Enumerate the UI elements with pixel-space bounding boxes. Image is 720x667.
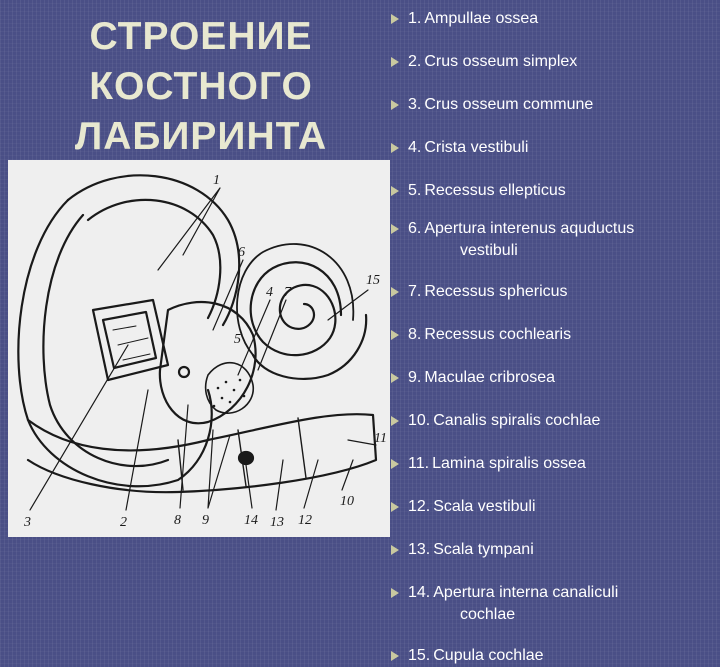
bony-labyrinth-illustration [8, 160, 390, 537]
semicircular-canal-outer [18, 200, 211, 486]
figure-label: 13 [270, 515, 284, 530]
legend-item: 14. Apertura interna canaliculi cochlae [388, 582, 718, 626]
ampulla-frame [93, 300, 168, 380]
labyrinth-drawing [8, 160, 390, 537]
slide-title [40, 12, 362, 162]
legend-item: 6. Apertura interenus aquductus vestibuli [388, 218, 718, 262]
legend-item: 12. Scala vestibuli [388, 496, 718, 518]
figure-label: 9 [202, 513, 209, 528]
figure-label: 10 [340, 494, 354, 509]
legend-item: 9. Maculae cribrosea [388, 367, 718, 389]
legend-item: 5. Recessus ellepticus [388, 180, 718, 202]
legend-item: 13. Scala tympani [388, 539, 718, 561]
vestibule [160, 302, 256, 423]
figure-label: 12 [298, 513, 312, 528]
terminology-legend [388, 8, 718, 667]
title-line: ЛАБИРИНТА [74, 115, 328, 158]
legend-item: 2. Crus osseum simplex [388, 51, 718, 73]
legend-item: 7. Recessus sphericus [388, 281, 718, 303]
legend-item: 15. Cupula cochlae [388, 645, 718, 667]
cochlea-spiral [251, 262, 341, 355]
figure-label: 15 [366, 273, 380, 288]
figure-label: 11 [374, 431, 387, 446]
figure-label: 14 [244, 513, 258, 528]
legend-item: 3. Crus osseum commune [388, 94, 718, 116]
figure-label: 8 [174, 513, 181, 528]
figure-label: 1 [213, 173, 220, 188]
figure-label: 7 [284, 285, 291, 300]
semicircular-canal-inner [43, 215, 168, 466]
legend-item: 8. Recessus cochlearis [388, 324, 718, 346]
legend-item: 4. Crista vestibuli [388, 137, 718, 159]
figure-label: 5 [234, 332, 241, 347]
legend-item: 11. Lamina spiralis ossea [388, 453, 718, 475]
legend-item: 1. Ampullae ossea [388, 8, 718, 30]
title-line: СТРОЕНИЕ [89, 15, 313, 58]
legend-item: 10. Canalis spiralis cochlae [388, 410, 718, 432]
figure-label: 2 [120, 515, 127, 530]
figure-label: 3 [24, 515, 31, 530]
figure-label: 6 [238, 245, 245, 260]
title-line: КОСТНОГО [89, 65, 313, 108]
figure-label: 4 [266, 285, 273, 300]
